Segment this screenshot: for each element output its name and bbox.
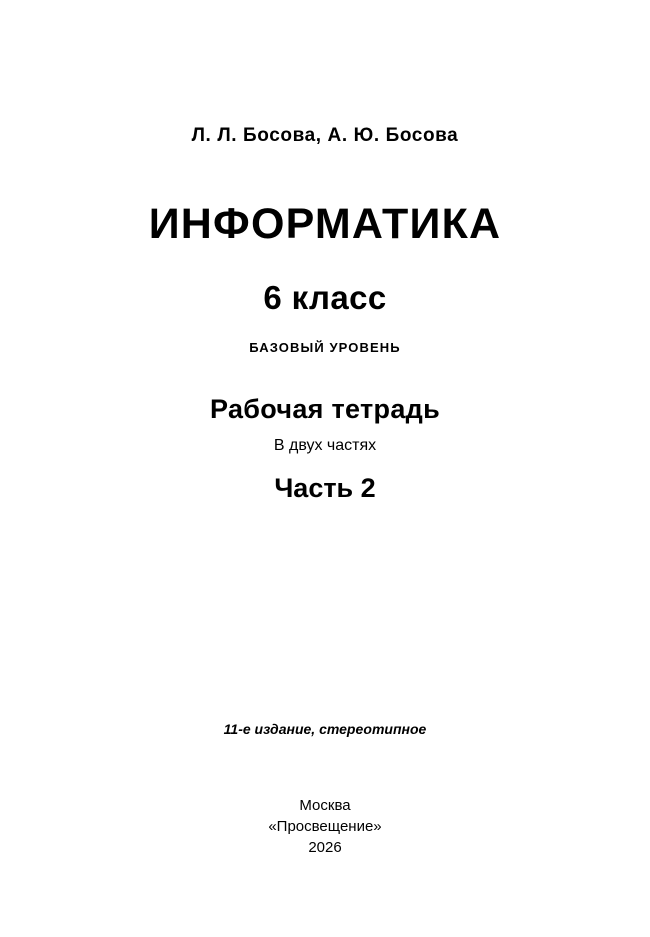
workbook-line: Рабочая тетрадь — [210, 394, 440, 424]
imprint-publisher: «Просвещение» — [268, 818, 382, 835]
grade-line: 6 класс — [263, 279, 387, 316]
part-number: Часть 2 — [274, 473, 376, 503]
edition-note: 11-е издание, стереотипное — [223, 721, 427, 737]
page-title: ИНФОРМАТИКА — [148, 200, 502, 248]
imprint — [0, 795, 650, 858]
authors-line: Л. Л. Босова, А. Ю. Босова — [191, 125, 459, 146]
level-line: БАЗОВЫЙ УРОВЕНЬ — [249, 340, 401, 355]
parts-note: В двух частях — [273, 437, 377, 454]
imprint-year: 2026 — [308, 839, 342, 856]
imprint-city: Москва — [299, 797, 351, 814]
